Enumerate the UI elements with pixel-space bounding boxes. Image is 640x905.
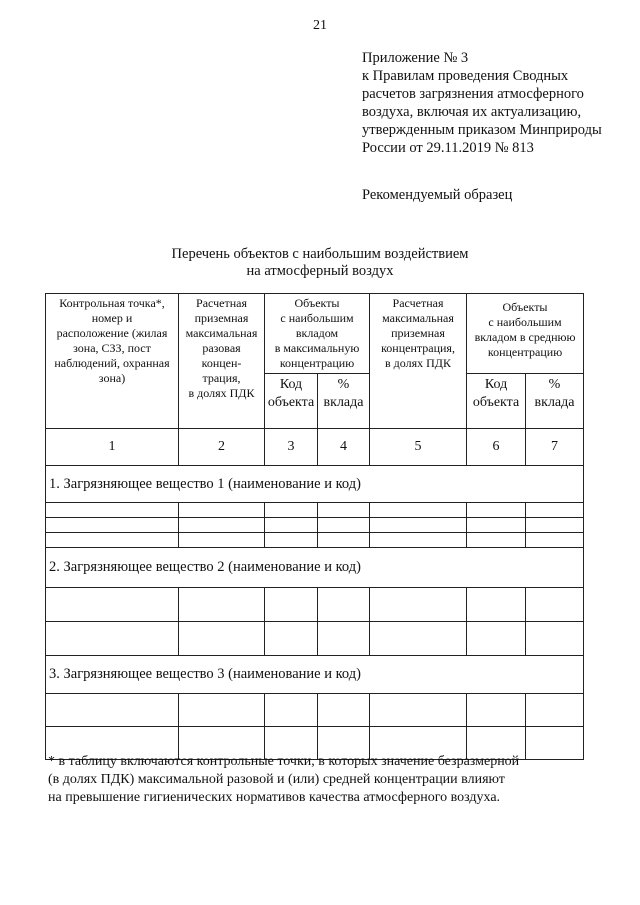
header-object-code-2: Код объекта — [467, 374, 526, 429]
appendix-line: к Правилам проведения Сводных — [362, 68, 569, 84]
column-number: 1 — [46, 429, 179, 466]
document-title — [0, 246, 640, 280]
appendix-block — [362, 49, 632, 157]
header-percent-2: % вклада — [526, 374, 584, 429]
header-percent-1: % вклада — [318, 374, 370, 429]
column-number: 2 — [179, 429, 265, 466]
appendix-line: утвержденным приказом Минприроды — [362, 122, 602, 138]
section-title: 2. Загрязняющее вещество 2 (наименование и код) — [46, 548, 584, 588]
title-line-1: Перечень объектов с наибольшим воздействием — [171, 246, 469, 262]
objects-table — [45, 293, 584, 760]
column-number: 4 — [318, 429, 370, 466]
footnote-line: на превышение гигиенических нормативов качества атмосферного воздуха. — [48, 790, 501, 805]
column-number: 3 — [265, 429, 318, 466]
footnote-line: (в долях ПДК) максимальной разовой и (или) средней концентрации влияют — [48, 772, 505, 787]
table-row — [46, 503, 584, 518]
appendix-line: воздуха, включая их актуализацию, — [362, 104, 582, 120]
footnote — [48, 753, 608, 807]
header-control-point: Контрольная точка*, номер и расположение (жилая зона, СЗЗ, пост наблюдений, охранная зона) — [46, 294, 179, 429]
table-row — [46, 694, 584, 727]
header-objects-max-contribution: Объекты с наибольшим вкладом в максимальную концентрацию — [265, 294, 370, 374]
section-title: 1. Загрязняющее вещество 1 (наименование и код) — [46, 466, 584, 503]
title-line-2: на атмосферный воздух — [246, 263, 394, 279]
appendix-line: Приложение № 3 — [362, 50, 469, 66]
header-max-surface-conc: Расчетная максимальная приземная концентрация, в долях ПДК — [370, 294, 467, 429]
footnote-line: * в таблицу включаются контрольные точки, в которых значение безразмерной — [48, 754, 520, 769]
header-max-single-conc: Расчетная приземная максимальная разовая концен- трация, в долях ПДК — [179, 294, 265, 429]
section-row-2 — [46, 548, 584, 588]
column-number: 7 — [526, 429, 584, 466]
table-row — [46, 518, 584, 533]
section-row-1 — [46, 466, 584, 503]
table-row — [46, 588, 584, 622]
appendix-line: расчетов загрязнения атмосферного — [362, 86, 584, 102]
table-row — [46, 622, 584, 656]
section-row-3 — [46, 656, 584, 694]
column-number: 6 — [467, 429, 526, 466]
section-title: 3. Загрязняющее вещество 3 (наименование и код) — [46, 656, 584, 694]
table-row — [46, 533, 584, 548]
header-object-code-1: Код объекта — [265, 374, 318, 429]
recommended-sample-label: Рекомендуемый образец — [362, 187, 513, 203]
column-numbers-row — [46, 429, 584, 466]
header-objects-avg-contribution: Объекты с наибольшим вкладом в среднюю концентрацию — [467, 294, 584, 374]
column-number: 5 — [370, 429, 467, 466]
appendix-line: России от 29.11.2019 № 813 — [362, 140, 534, 156]
page-number: 21 — [313, 18, 327, 33]
